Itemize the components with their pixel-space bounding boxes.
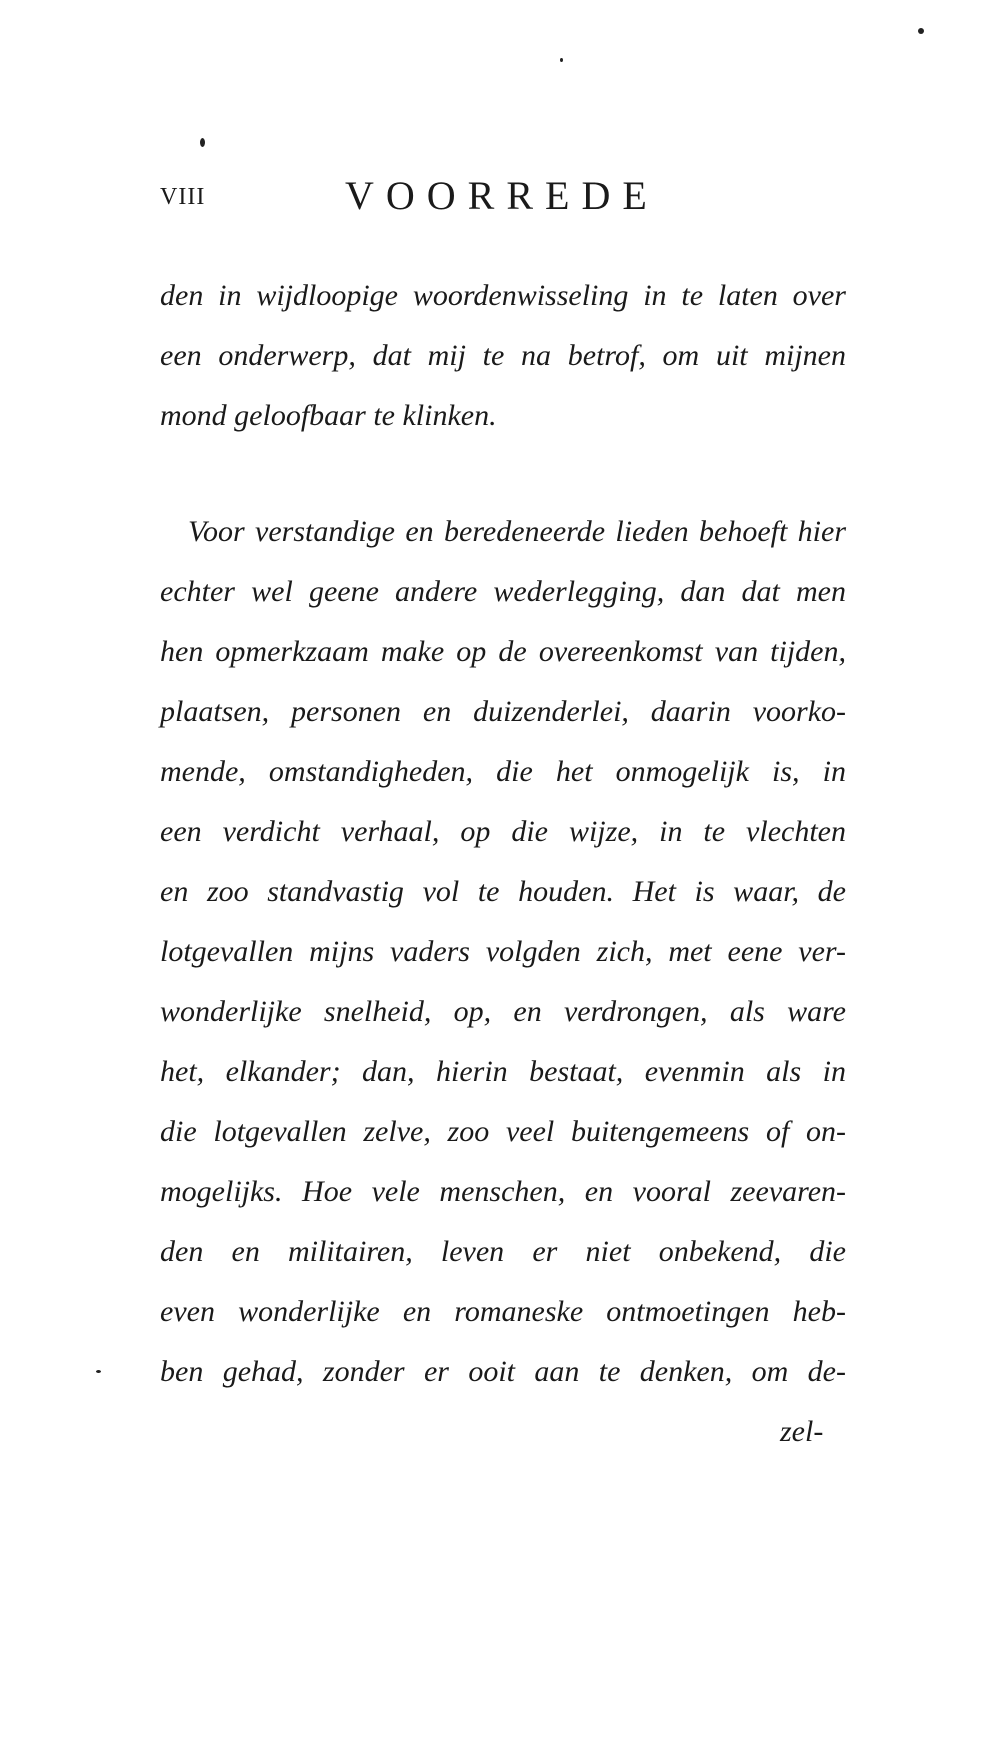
page-header: [160, 172, 860, 222]
text-line: mond geloofbaar te klinken.: [160, 399, 497, 432]
ink-speck: [96, 1370, 101, 1373]
text-line: even wonderlijke en romaneske ontmoetingen heb-: [160, 1295, 846, 1328]
running-title: VOORREDE: [345, 173, 659, 218]
text-line: een verdicht verhaal, op die wijze, in te vlechten: [160, 815, 846, 848]
catchword: zel-: [780, 1415, 824, 1448]
text-line: Voor verstandige en beredeneerde lieden behoeft hier: [188, 515, 846, 548]
text-line: plaatsen, personen en duizenderlei, daarin voorko-: [160, 695, 846, 728]
text-line: het, elkander; dan, hierin bestaat, evenmin als in: [160, 1055, 846, 1088]
page-number: VIII: [160, 184, 206, 210]
text-line: hen opmerkzaam make op de overeenkomst van tijden,: [160, 635, 846, 668]
ink-speck: [200, 138, 205, 147]
text-line: lotgevallen mijns vaders volgden zich, met eene ver-: [160, 935, 846, 968]
text-line: die lotgevallen zelve, zoo veel buitengemeens of on-: [160, 1115, 846, 1148]
text-line: wonderlijke snelheid, op, en verdrongen, als ware: [160, 995, 846, 1028]
text-line: mende, omstandigheden, die het onmogelijk is, in: [160, 755, 846, 788]
ink-speck: [560, 58, 563, 62]
text-line: en zoo standvastig vol te houden. Het is waar, de: [160, 875, 846, 908]
text-line: den in wijdloopige woordenwisseling in te laten over: [160, 279, 846, 312]
text-line: mogelijks. Hoe vele menschen, en vooral zeevaren-: [160, 1175, 846, 1208]
text-line: ben gehad, zonder er ooit aan te denken, om de-: [160, 1355, 846, 1388]
ink-speck: [918, 28, 924, 34]
text-line: echter wel geene andere wederlegging, dan dat men: [160, 575, 846, 608]
text-line: een onderwerp, dat mij te na betrof, om uit mijnen: [160, 339, 846, 372]
text-line: den en militairen, leven er niet onbekend, die: [160, 1235, 846, 1268]
